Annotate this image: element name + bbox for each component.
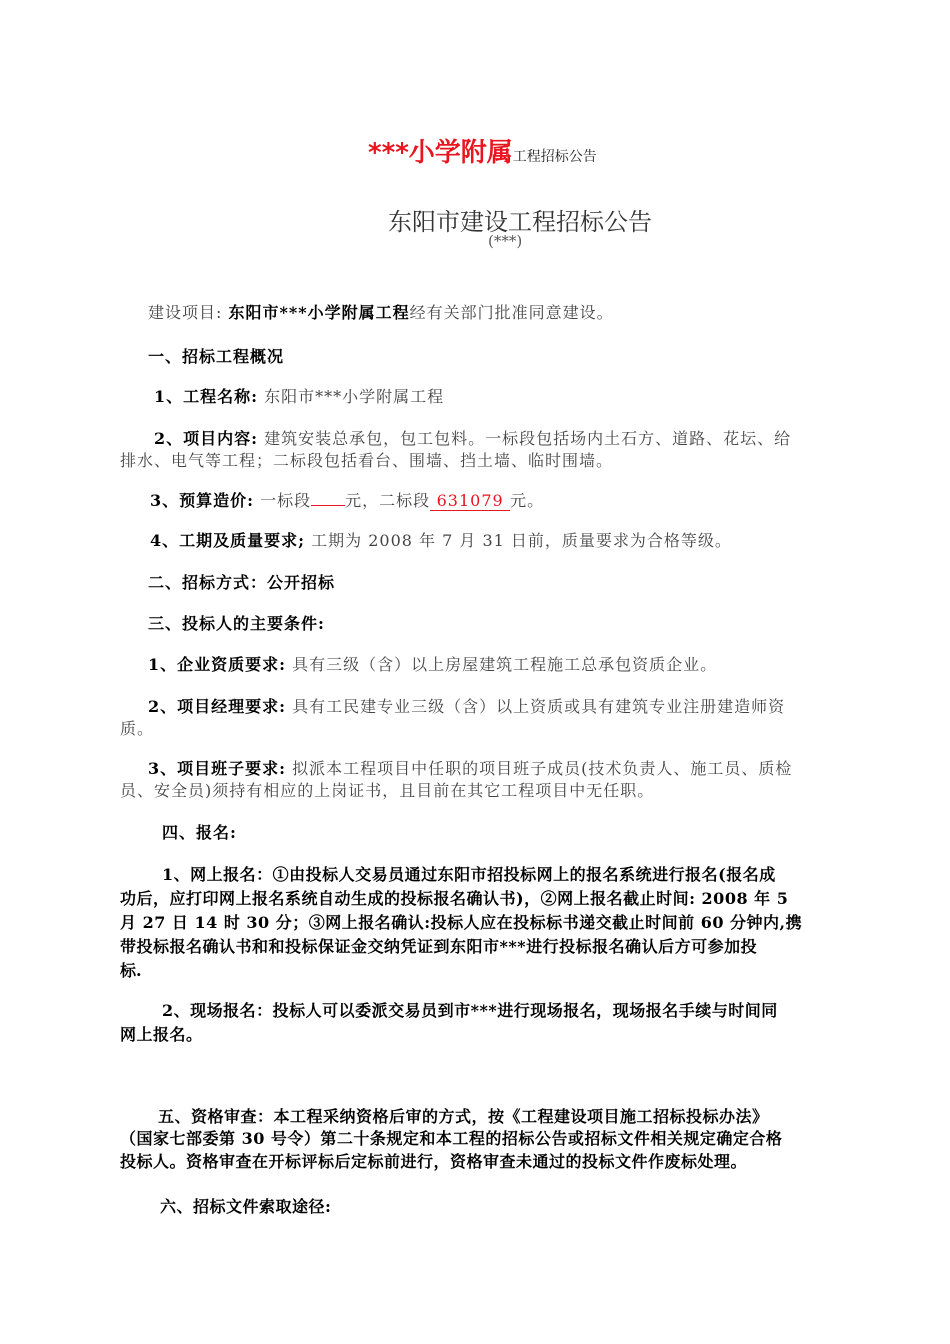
- s3-item3-line1: [148, 756, 792, 779]
- notice-title: 东阳市建设工程招标公告: [388, 208, 652, 236]
- s1-item1-value: 东阳市***小学附属工程: [264, 387, 445, 406]
- s4-p2-line1: 2、现场报名：投标人可以委派交易员到市***进行现场报名，现场报名手续与时间同: [162, 1001, 778, 1020]
- s1-item3-amount2: 631079: [430, 491, 510, 511]
- intro-suffix: 经有关部门批准同意建设。: [409, 303, 614, 322]
- s1-item3-part3: 元。: [510, 491, 545, 510]
- s1-item3: [150, 487, 544, 511]
- s4-p2-line2: 网上报名。: [120, 1025, 203, 1044]
- header-title-red: ***小学附属: [368, 138, 513, 168]
- s1-item2-line1: [154, 426, 791, 449]
- s3-item1-value: 具有三级（含）以上房屋建筑工程施工总承包资质企业。: [292, 655, 718, 674]
- s1-item4: [150, 528, 732, 551]
- s3-item2-label: 2、项目经理要求:: [148, 697, 287, 716]
- s3-item2-text1: 具有工民建专业三级（含）以上资质或具有建筑专业注册建造师资: [292, 697, 786, 716]
- s1-item4-label: 4、工期及质量要求;: [150, 531, 306, 550]
- s4-p1-line5: 标.: [120, 961, 142, 980]
- intro-project: 东阳市***小学附属工程: [228, 303, 410, 322]
- s3-item2-line1: [148, 694, 785, 717]
- section4-heading: 四、报名:: [162, 823, 237, 842]
- s4-p1-line3: 月 27 日 14 时 30 分；③网上报名确认:投标人应在投标标书递交截止时间前 60 分钟内,携: [120, 913, 803, 932]
- section6-heading: 六、招标文件索取途径:: [160, 1197, 332, 1216]
- header-title: [368, 132, 597, 169]
- s3-item3-line2: 员、安全员)须持有相应的上岗证书，且目前在其它工程项目中无任职。: [120, 781, 655, 800]
- s1-item2-line2: 排水、电气等工程；二标段包括看台、围墙、挡土墙、临时围墙。: [120, 451, 614, 470]
- header-title-small: 工程招标公告: [512, 149, 597, 165]
- s1-item1: [154, 384, 444, 407]
- notice-subtitle: (***): [488, 232, 523, 250]
- s4-p1-line2: 功后，应打印网上报名系统自动生成的投标报名确认书)，②网上报名截止时间: 2008 年 5: [120, 889, 789, 908]
- intro-prefix: 建设项目:: [148, 303, 223, 322]
- s5-line2: （国家七部委第 30 号令）第二十条规定和本工程的招标公告或招标文件相关规定确定合格: [120, 1129, 783, 1148]
- s1-item3-part2: 元，二标段: [345, 491, 431, 510]
- s3-item1: [148, 652, 717, 675]
- s1-item3-label: 3、预算造价:: [150, 491, 255, 510]
- section3-heading: 三、投标人的主要条件:: [148, 614, 325, 633]
- section1-heading: 一、招标工程概况: [148, 347, 285, 366]
- s3-item3-label: 3、项目班子要求:: [148, 759, 287, 778]
- s5-line1: 五、资格审查：本工程采纳资格后审的方式，按《工程建设项目施工招标投标办法》: [158, 1107, 769, 1126]
- s1-item3-blank1: [311, 487, 345, 506]
- intro-line: [148, 300, 614, 323]
- s1-item3-part1: 一标段: [260, 491, 312, 510]
- s3-item2-line2: 质。: [120, 719, 155, 738]
- s5-line3: 投标人。资格审查在开标评标后定标前进行，资格审查未通过的投标文件作废标处理。: [120, 1152, 748, 1171]
- s3-item3-text1: 拟派本工程项目中任职的项目班子成员(技术负责人、施工员、质检: [292, 759, 793, 778]
- s1-item2-text1: 建筑安装总承包，包工包料。一标段包括场内土石方、道路、花坛、给: [264, 429, 792, 448]
- s1-item2-label: 2、项目内容:: [154, 429, 259, 448]
- s4-p1-line4: 带投标报名确认书和和投标保证金交纳凭证到东阳市***进行投标报名确认后方可参加投: [120, 937, 758, 956]
- section2-heading: 二、招标方式：公开招标: [148, 573, 336, 592]
- s3-item1-label: 1、企业资质要求:: [148, 655, 287, 674]
- s4-p1-line1: 1、网上报名：①由投标人交易员通过东阳市招投标网上的报名系统进行报名(报名成: [162, 865, 776, 884]
- s1-item1-label: 1、工程名称:: [154, 387, 259, 406]
- s1-item4-value: 工期为 2008 年 7 月 31 日前，质量要求为合格等级。: [311, 531, 732, 550]
